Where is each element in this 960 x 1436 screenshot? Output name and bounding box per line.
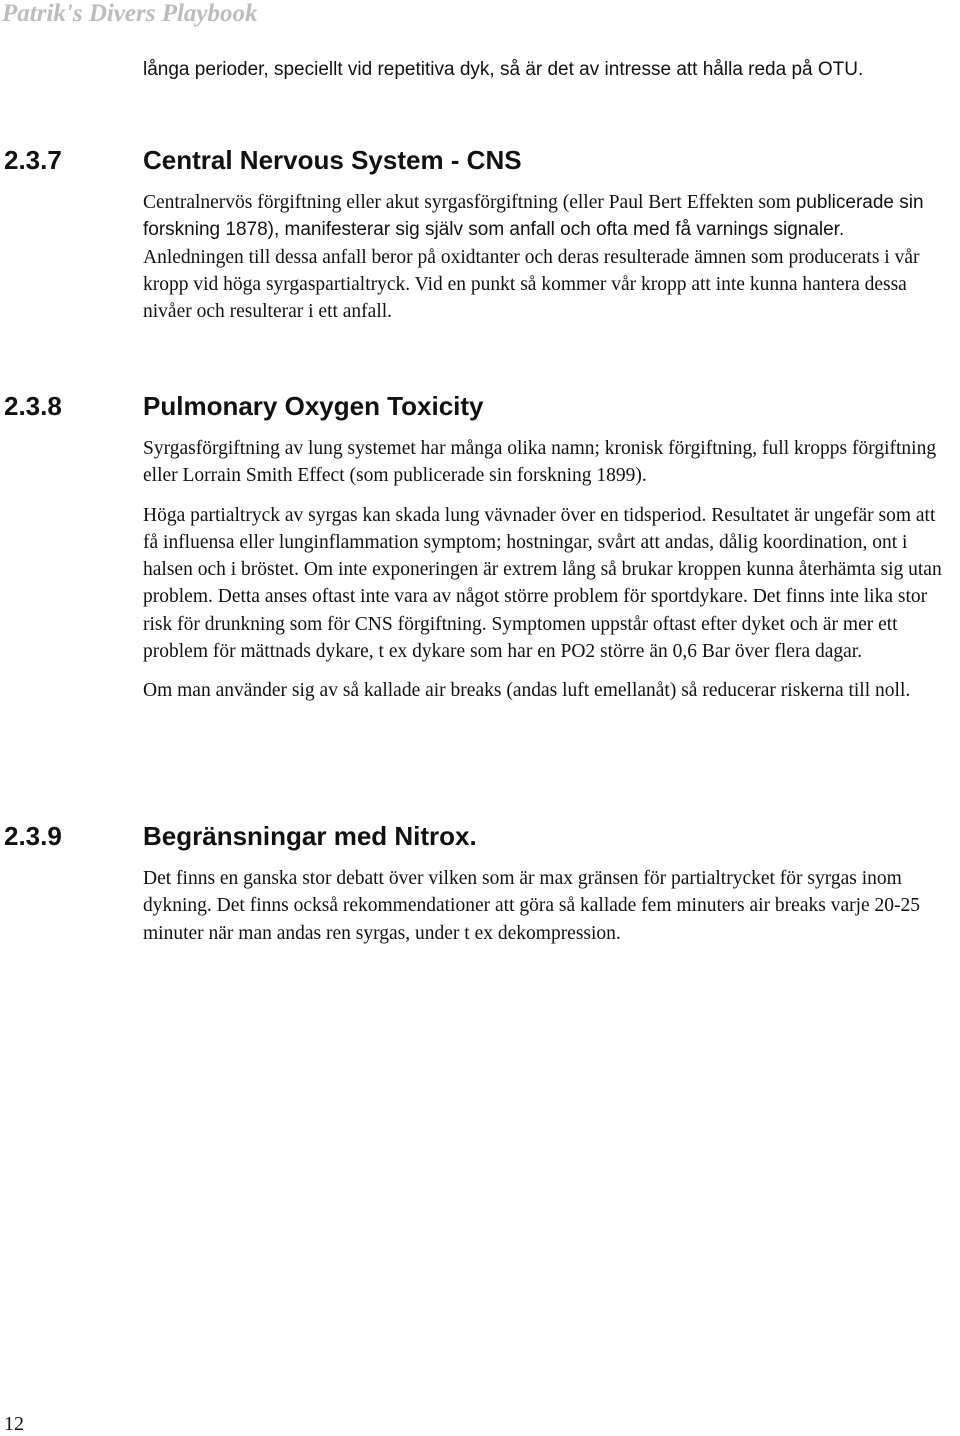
section-title: Central Nervous System - CNS bbox=[143, 145, 522, 175]
section-heading bbox=[0, 389, 960, 423]
running-header: Patrik's Divers Playbook bbox=[2, 0, 258, 27]
body-text-serif: Anledningen till dessa anfall beror på oxidtanter och deras resulterade ämnen som producerats i vår kropp vid höga syrgaspartialtryck. Vid en punkt så kommer vår kropp att inte kunna hantera dessa nivåer och resulterar i ett anfall. bbox=[143, 246, 920, 323]
section-2-3-9 bbox=[0, 819, 960, 947]
body-text-serif: Centralnervös förgiftning eller akut syrgasförgiftning (eller Paul Bert Effekten som bbox=[143, 192, 796, 213]
section-2-3-8 bbox=[0, 389, 960, 705]
body-text-sans: publicerade sin forskning 1878), manifesterar sig själv som anfall och ofta med få varnings signaler. bbox=[143, 192, 924, 241]
section-number: 2.3.9 bbox=[4, 821, 62, 851]
section-number: 2.3.8 bbox=[4, 391, 62, 421]
body-paragraph: Det finns en ganska stor debatt över vilken som är max gränsen för partialtrycket för syrgas inom dykning. Det finns också rekommendationer att göra så kallade fem minuters air breaks varje 20-25 minuter när man andas ren syrgas, under t ex dekompression. bbox=[143, 868, 921, 944]
section-title: Pulmonary Oxygen Toxicity bbox=[143, 391, 484, 421]
page-number: 12 bbox=[4, 1413, 24, 1435]
section-2-3-7 bbox=[0, 143, 960, 325]
intro-paragraph: långa perioder, speciellt vid repetitiva dyk, så är det av intresse att hålla reda på OTU. bbox=[143, 59, 864, 80]
section-heading bbox=[0, 819, 960, 853]
section-heading bbox=[0, 143, 960, 177]
body-paragraph bbox=[143, 189, 943, 325]
section-number: 2.3.7 bbox=[4, 145, 62, 175]
section-title: Begränsningar med Nitrox. bbox=[143, 821, 477, 851]
body-paragraph: Om man använder sig av så kallade air breaks (andas luft emellanåt) så reducerar riskerna till noll. bbox=[143, 680, 911, 702]
body-paragraph: Syrgasförgiftning av lung systemet har många olika namn; kronisk förgiftning, full kropps förgiftning eller Lorrain Smith Effect (som publicerade sin forskning 1899). bbox=[143, 438, 937, 487]
body-paragraph: Höga partialtryck av syrgas kan skada lung vävnader över en tidsperiod. Resultatet är ungefär som att få influensa eller lunginflammation symptom; hostningar, svårt att andas, dålig koordination, ont i halsen och i bröstet. Om inte exponeringen är extrem lång så brukar kroppen kunna återhämta sig utan problem. Detta anses oftast inte vara av något större problem för sportdykare. Det finns inte lika stor risk för drunkning som för CNS förgiftning. Symptomen uppstår oftast efter dyket och är mer ett problem för mättnads dykare, t ex dykare som har en PO2 större än 0,6 Bar över flera dagar. bbox=[143, 504, 942, 663]
